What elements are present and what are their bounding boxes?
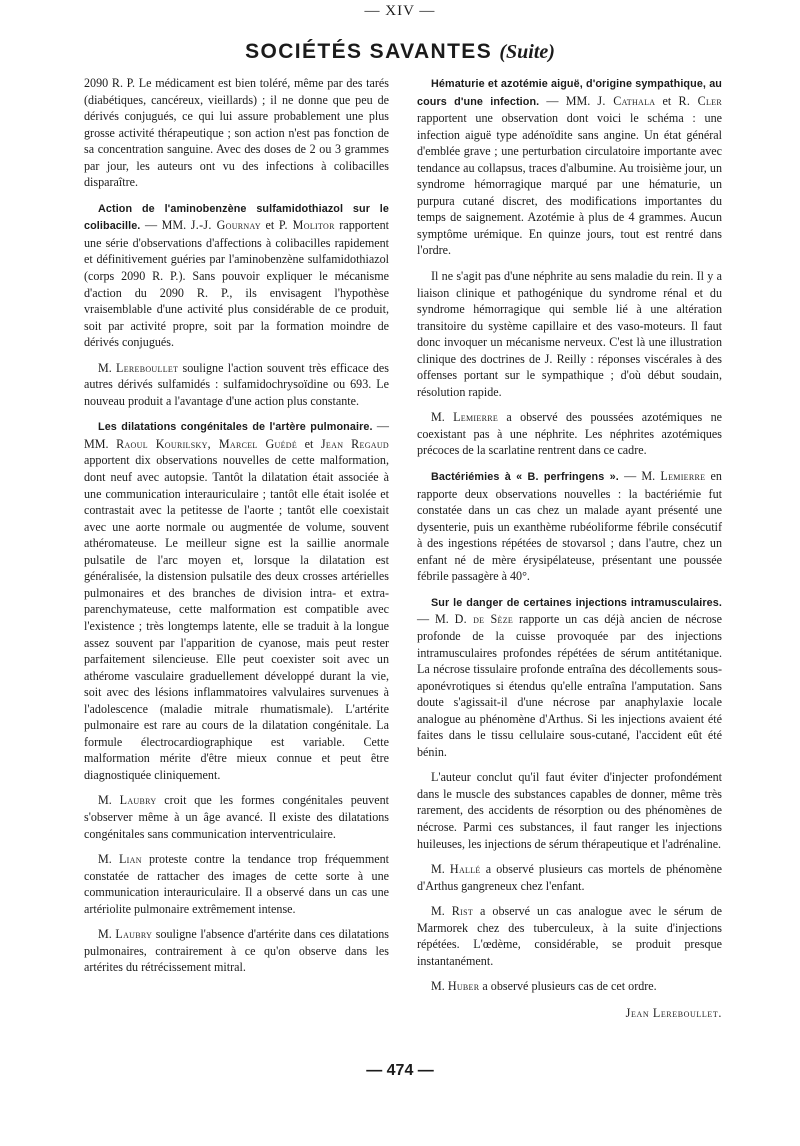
- author-name: Lian: [118, 852, 142, 867]
- author-name: Lemierre: [660, 469, 706, 484]
- author-name: J. Cathala: [597, 93, 656, 108]
- paragraph: Il ne s'agit pas d'une néphrite au sens maladie du rein. Il y a liaison clinique et pathogénique du syndrome rénal et du syndrome hémorragique qui semble lié à une altération transitoire du système capillaire et des vaso-moteurs. Il faut donc invoquer un mécanisme nerveux. C'est là une illustration clinique des doctrines de J. Reilly : réponses viscérales à des offenses portant sur le sympathique ; d'où début soudain, résolution rapide.: [417, 269, 722, 399]
- author-name: Lereboullet: [116, 360, 179, 375]
- author-name: Lemierre: [453, 410, 499, 425]
- paragraph: M. Laubry croit que les formes congénitales peuvent s'observer même à un âge avancé. Il existe des dilatations congénitales sans communication interventriculaire.: [84, 793, 389, 841]
- paragraph: M. Hallé a observé plusieurs cas mortels de phénomène d'Arthus gangreneux chez l'enfant.: [417, 862, 722, 893]
- article-bacteriemies: Bactériémies à « B. perfringens ». — M. Lemierre en rapporte deux observations nouvelles : la bactériémie fut constatée dans un cas chez un malade ayant présenté une dysenterie, puis un exanthème rubéoliforme fébrile consécutif à des ingestions répétées de stovarsol ; dans l'autre, chez un enfant né de mère érysipélateuse, présentant une poussée fébrile passagère à 40°.: [417, 469, 722, 584]
- article-title: Hématurie et azotémie aiguë, d'origine sympathique, au cours d'une infection.: [417, 78, 722, 108]
- article-title: Les dilatations congénitales de l'artère pulmonaire.: [98, 421, 373, 434]
- article-injections: Sur le danger de certaines injections intramusculaires. — M. D. de Sèze rapporte un cas déjà ancien de nécrose profonde de la cuisse provoquée par des injections intramusculaires profondes répétées de sérum antitétanique. La nécrose tissulaire profonde entraîna des décollements sous-aponévrotiques si étendus qu'elle entraîna l'amputation. Sans doute s'agissait-il d'une nécrose par anaphylaxie locale analogue au phénomène d'Arthus. Si les injections avaient été faites dans le tissu cellulaire sous-cutané, l'accident eût été bénin.: [417, 596, 722, 759]
- author-name: Laubry: [115, 927, 153, 942]
- author-name: D. de Sèze: [454, 612, 514, 627]
- paragraph: L'auteur conclut qu'il faut éviter d'injecter profondément dans le muscle des substances capables de donner, même très rarement, des accidents de résorption ou des phénomènes de nécrose. Parmi ces substances, il faut ranger les injections huileuses, les injections de sérum thérapeutique et l'adrénaline.: [417, 770, 722, 851]
- section-header: [0, 40, 800, 64]
- author-name: Hallé: [449, 862, 481, 877]
- roman-page-number: — XIV —: [364, 3, 436, 19]
- paragraph: M. Huber a observé plusieurs cas de cet ordre.: [431, 979, 657, 994]
- paragraph: 2090 R. P. Le médicament est bien toléré, même par des tarés (diabétiques, cancéreux, vieillards) ; il ne donne que peu de dérivés conjugués, ce qui lui assure probablement une plus grosse activité thérapeutique ; son action n'est pas fonction de sa concentration sanguine. Avec des doses de 2 ou 3 grammes par jour, les auteurs ont vu des infections à colibacilles disparaître.: [84, 76, 389, 190]
- section-suite: (Suite): [499, 41, 555, 63]
- author-name: Jean Regaud: [320, 436, 390, 451]
- author-names: Raoul Kourilsky, Marcel Guédé: [116, 436, 298, 451]
- article-title: Bactériémies à « B. perfringens ».: [431, 471, 619, 484]
- signature: Jean Lereboullet.: [625, 1005, 722, 1020]
- paragraph: M. Lereboullet souligne l'action souvent très efficace des autres dérivés sulfamidés : sulfamidochrysoïdine ou 693. Le nouveau produit a l'avantage d'une action plus constante.: [84, 360, 389, 408]
- article-dilatations: Les dilatations congénitales de l'artère pulmonaire. — MM. Raoul Kourilsky, Marcel Guédé et Jean Regaud apportent dix observations nouvelles de cette malformation, dont neuf avec autopsie. Tantôt la dilatation était associée à une communication interauriculaire ; tantôt elle était isolée et contrastait avec la petitesse de l'aorte ; tantôt elle coexistait avec une aorte normale ou augmentée de volume, souvent athéromateuse. Le meilleur signe est la saillie anormale pulsatile de l'arc moyen et, lorsque la dilatation est généralisée, la distension pulsatile des deux crosses artérielles pulmonaires et des branches de division intra- et extra-parenchymateuse, cette malformation est compatible avec l'existence ; très longtemps latente, elle se traduit à la longue assez souvent par l'apparition de cyanose, mais peut rester parfaitement silencieuse. Elle peut coexister soit avec un athérome vasculaire graduellement développé durant la vie, soit avec des lésions inflammatoires valvulaires survenues à l'adolescence (maladie mitrale rhumatismale). L'artérite pulmonaire est rare au cours de la dilatation congénitale. La formule électrocardiographique est variable. Cette malformation mérite d'être mieux connue et peut être diagnostiquée cliniquement.: [84, 419, 390, 782]
- left-column: [84, 75, 389, 985]
- author-name: P. Molitor: [278, 218, 335, 233]
- article-title: Action de l'aminobenzène sulfamidothiazol sur le colibacille.: [84, 202, 389, 233]
- author-name: R. Cler: [678, 93, 722, 108]
- author-name: Laubry: [119, 793, 157, 808]
- paragraph: M. Laubry souligne l'absence d'artérite dans ces dilatations pulmonaires, contrairement à ce qu'on observe dans les artérites du rétrécissement mitral.: [84, 927, 389, 975]
- article-title: Sur le danger de certaines injections intramusculaires.: [431, 596, 722, 609]
- author-name: J.-J. Gournay: [190, 218, 261, 233]
- paragraph: M. Rist a observé un cas analogue avec le sérum de Marmorek chez des tuberculeux, à la suite d'injections répétées. L'œdème, considérable, se produit presque instantanément.: [417, 904, 722, 968]
- page-number: — 474 —: [366, 1062, 434, 1079]
- right-column: [417, 75, 722, 1030]
- author-name: Rist: [451, 904, 474, 919]
- article-hematurie: Hématurie et azotémie aiguë, d'origine sympathique, au cours d'une infection. — MM. J. Cathala et R. Cler rapportent une observation dont voici le schéma : une infection aiguë type adénoïdite sans angine. Un état général d'emblée grave ; une perturbation circulatoire importante avec tendance au collapsus, traces d'albumine. Au troisième jour, un syndrome hémorragique marqué par une hématurie, un purpura cutané discret, des modifications importantes du temps de saignement. Azotémie à plus de 4 grammes. Aucun symptôme urémique. En quinze jours, tout est rentré dans l'ordre.: [417, 78, 722, 258]
- paragraph: M. Lian proteste contre la tendance trop fréquemment constatée de rattacher des images de cette sorte à une communication interauriculaire. Il a observé dans un cas une artériolite pulmonaire extrêmement intense.: [84, 852, 389, 916]
- author-name: Huber: [447, 979, 480, 994]
- section-title: SOCIÉTÉS SAVANTES: [245, 40, 493, 63]
- paragraph: M. Lemierre a observé des poussées azotémiques ne coexistant pas à une néphrite. Les néphrites azotémiques précoces de la scarlatine rentrent dans ce cadre.: [417, 410, 722, 458]
- article-aminobenzene: Action de l'aminobenzène sulfamidothiazol sur le colibacille. — MM. J.-J. Gournay et P. Molitor rapportent une série d'observations d'affections à colibacilles rapidement et définitivement guéries par l'aminobenzène sulfamidothiazol (corps 2090 R. P.). Sans pouvoir expliquer le mécanisme d'action du 2090 R. P., ils envisagent l'hypothèse vraisemblable d'une activité plus considérable de ce produit, soit par activité propre, soit par la formation moindre de dérivés conjugués.: [84, 202, 389, 350]
